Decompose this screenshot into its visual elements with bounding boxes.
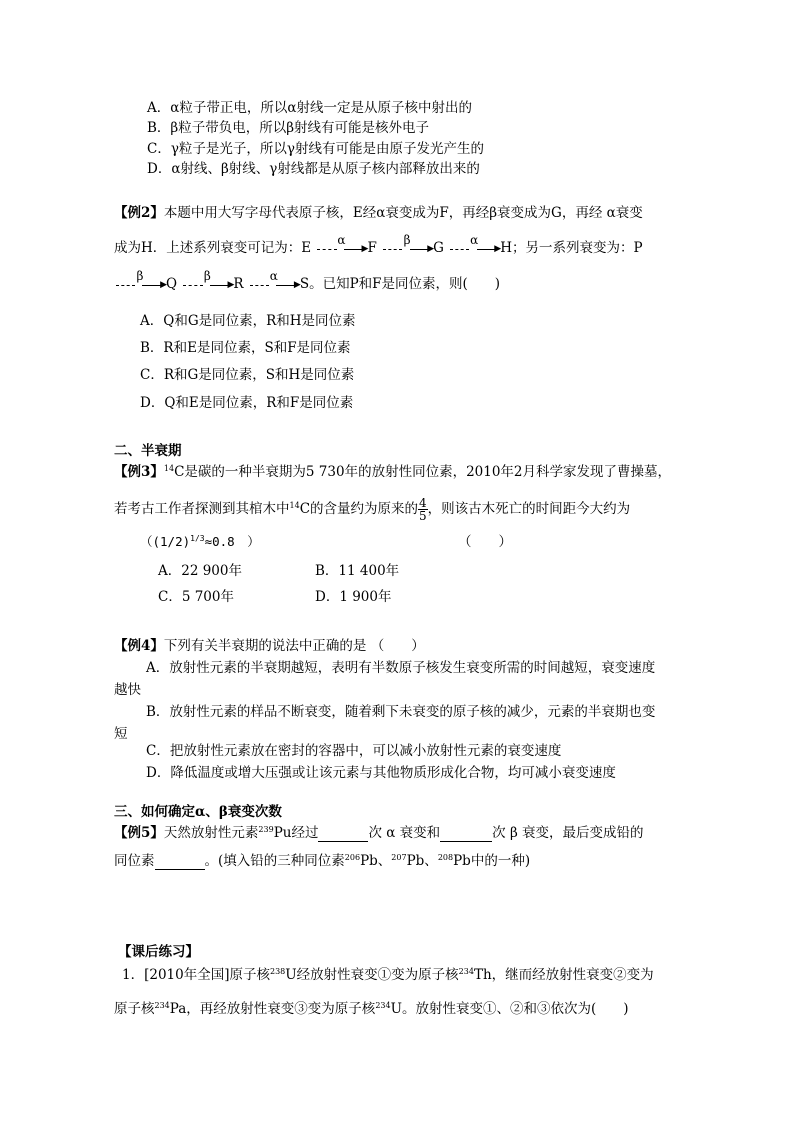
isotope-sup: 14: [163, 464, 175, 473]
isotope-sup: 14: [289, 501, 300, 510]
q1-option-c: C．γ粒子是光子，所以γ射线有可能是由原子发光产生的: [147, 141, 484, 157]
example-5-t4: 同位素: [114, 853, 155, 869]
homework-q1-line1: [122, 966, 654, 984]
fraction: [418, 497, 428, 522]
arrow-label: β: [403, 232, 411, 247]
example-4-option-a: A．放射性元素的半衰期越短，表明有半数原子核发生衰变所需的时间越短，衰变速度: [146, 660, 656, 676]
q1-option-a: A．α粒子带正电，所以α射线一定是从原子核中射出的: [147, 100, 472, 116]
hint-text: （(1/2): [140, 534, 191, 549]
example-3-option-d: D．1 900年: [315, 589, 392, 605]
answer-blank[interactable]: [318, 827, 368, 842]
arrow-label: α: [470, 232, 479, 247]
example-3-hint: [140, 533, 260, 551]
isotope-sup: 238: [269, 967, 286, 976]
example-5-t2: 次 α 衰变和: [368, 825, 441, 841]
example-2-option-a: A．Q和G是同位素，R和H是同位素: [140, 313, 356, 329]
lead-208: Pb中的一种): [453, 853, 531, 869]
fraction-numerator: 4: [419, 496, 427, 510]
hw-q1b: U经放射性衰变①变为原子核: [285, 967, 459, 983]
example-5-tag: 【例5】: [114, 825, 164, 841]
lead-207: Pb、: [406, 853, 438, 869]
nucleus-r: R: [233, 276, 244, 292]
example-2-line2: [114, 232, 643, 257]
example-4-option-b: B．放射性元素的样品不断衰变，随着剩下未衰变的原子核的减少，元素的半衰期也变: [146, 704, 656, 720]
hw-q1e: Pa，再经放射性衰变③变为原子核: [169, 1001, 376, 1017]
example-3-line2c: ，则该古木死亡的时间距今大约为: [427, 501, 631, 517]
isotope-sup: 234: [154, 1001, 170, 1010]
q1-option-b: B．β粒子带负电，所以β射线有可能是核外电子: [147, 120, 430, 136]
example-2-option-c: C．R和G是同位素，S和H是同位素: [140, 367, 355, 383]
example-4-option-a-cont: 越快: [114, 682, 141, 698]
decay-arrow-alpha: α ▶: [450, 243, 498, 255]
example-2-line1: [114, 204, 643, 222]
example-3-line1: [114, 463, 671, 481]
isotope-sup: 234: [458, 967, 474, 976]
example-5-t1: 天然放射性元素: [163, 825, 259, 841]
decay-arrow-beta: β ▶: [183, 279, 231, 291]
isotope-sup: 234: [375, 1001, 391, 1010]
decay-arrow-beta: β ▶: [116, 279, 164, 291]
example-5-pu: Pu经过: [273, 825, 319, 841]
example-5-line1: [114, 824, 644, 842]
answer-blank[interactable]: [440, 827, 492, 842]
example-4-tag: 【例4】: [114, 638, 164, 654]
example-3-option-a: A．22 900年: [158, 563, 242, 579]
hw-q1f: U。放射性衰变①、②和③依次为( ): [390, 1001, 629, 1017]
example-2-option-b: B．R和E是同位素，S和F是同位素: [140, 340, 351, 356]
arrow-label: α: [337, 232, 346, 247]
isotope-sup: 208: [437, 853, 454, 862]
nucleus-g: G: [433, 240, 444, 256]
example-2-option-d: D．Q和E是同位素，R和F是同位素: [140, 395, 354, 411]
example-2-line3: [114, 268, 501, 293]
hint-rest: ≈0.8 ）: [204, 534, 260, 549]
decay-arrow-beta: β ▶: [383, 243, 431, 255]
arrow-label: α: [269, 268, 278, 283]
decay-arrow-alpha: α ▶: [317, 243, 365, 255]
nucleus-q: Q: [166, 276, 178, 292]
example-3-line2: [114, 497, 630, 522]
example-5-t3: 次 β 衰变，最后变成铅的: [492, 825, 644, 841]
arrow-label: β: [136, 268, 144, 283]
example-4-option-b-cont: 短: [114, 726, 128, 742]
section-2-heading: 二、半衰期: [114, 443, 182, 459]
example-3-paren: （ ）: [458, 534, 512, 550]
isotope-sup: 206: [344, 853, 361, 862]
isotope-sup: 239: [258, 825, 274, 834]
decay-arrow-alpha: α ▶: [250, 279, 298, 291]
section-3-heading: 三、如何确定α、β衰变次数: [114, 804, 282, 820]
example-3-line2a: 若考古工作者探测到其棺木中: [114, 501, 290, 517]
example-4-option-c: C．把放射性元素放在密封的容器中，可以减小放射性元素的衰变速度: [146, 743, 562, 759]
q1-option-d: D．α射线、β射线、γ射线都是从原子核内部释放出来的: [147, 161, 480, 177]
example-2-line3-suffix: S。已知P和F是同位素，则( ): [299, 276, 501, 292]
example-2-line2-suffix: H；另一系列衰变为：P: [500, 240, 643, 256]
example-3-tag: 【例3】: [114, 464, 164, 480]
nucleus-f: F: [367, 240, 377, 256]
example-2-tag: 【例2】: [114, 205, 164, 221]
example-4-option-d: D．降低温度或增大压强或让该元素与其他物质形成化合物，均可减小衰变速度: [146, 765, 616, 781]
hw-q1c: Th，继而经放射性衰变②变为: [473, 967, 654, 983]
example-2-text: 本题中用大写字母代表原子核，E经α衰变成为F，再经β衰变成为G，再经 α衰变: [163, 205, 643, 221]
example-3-option-c: C．5 700年: [158, 589, 234, 605]
example-5-line2: [114, 852, 530, 870]
homework-q1-line2: [114, 1000, 629, 1018]
homework-heading: 【课后练习】: [118, 944, 199, 960]
lead-206: Pb、: [360, 853, 392, 869]
example-4-stem-text: 下列有关半衰期的说法中正确的是 （ ）: [163, 638, 425, 654]
example-2-line2-prefix: 成为H．上述系列衰变可记为：E: [114, 240, 312, 256]
hint-sup: 1/3: [190, 534, 205, 543]
example-3-option-b: B．11 400年: [315, 563, 400, 579]
example-3-text: C是碳的一种半衰期为5 730年的放射性同位素，2010年2月科学家发现了曹操墓，: [174, 464, 672, 480]
example-5-t5: 。(填入铅的三种同位素: [204, 853, 345, 869]
answer-blank[interactable]: [155, 855, 205, 870]
example-4-stem: [114, 637, 425, 655]
example-3-line2b: C的含量约为原来的: [299, 501, 419, 517]
fraction-denominator: 5: [419, 509, 427, 523]
arrow-label: β: [203, 268, 211, 283]
hw-q1a: 1．[2010年全国]原子核: [122, 967, 270, 983]
isotope-sup: 207: [391, 853, 407, 862]
hw-q1d: 原子核: [114, 1001, 155, 1017]
